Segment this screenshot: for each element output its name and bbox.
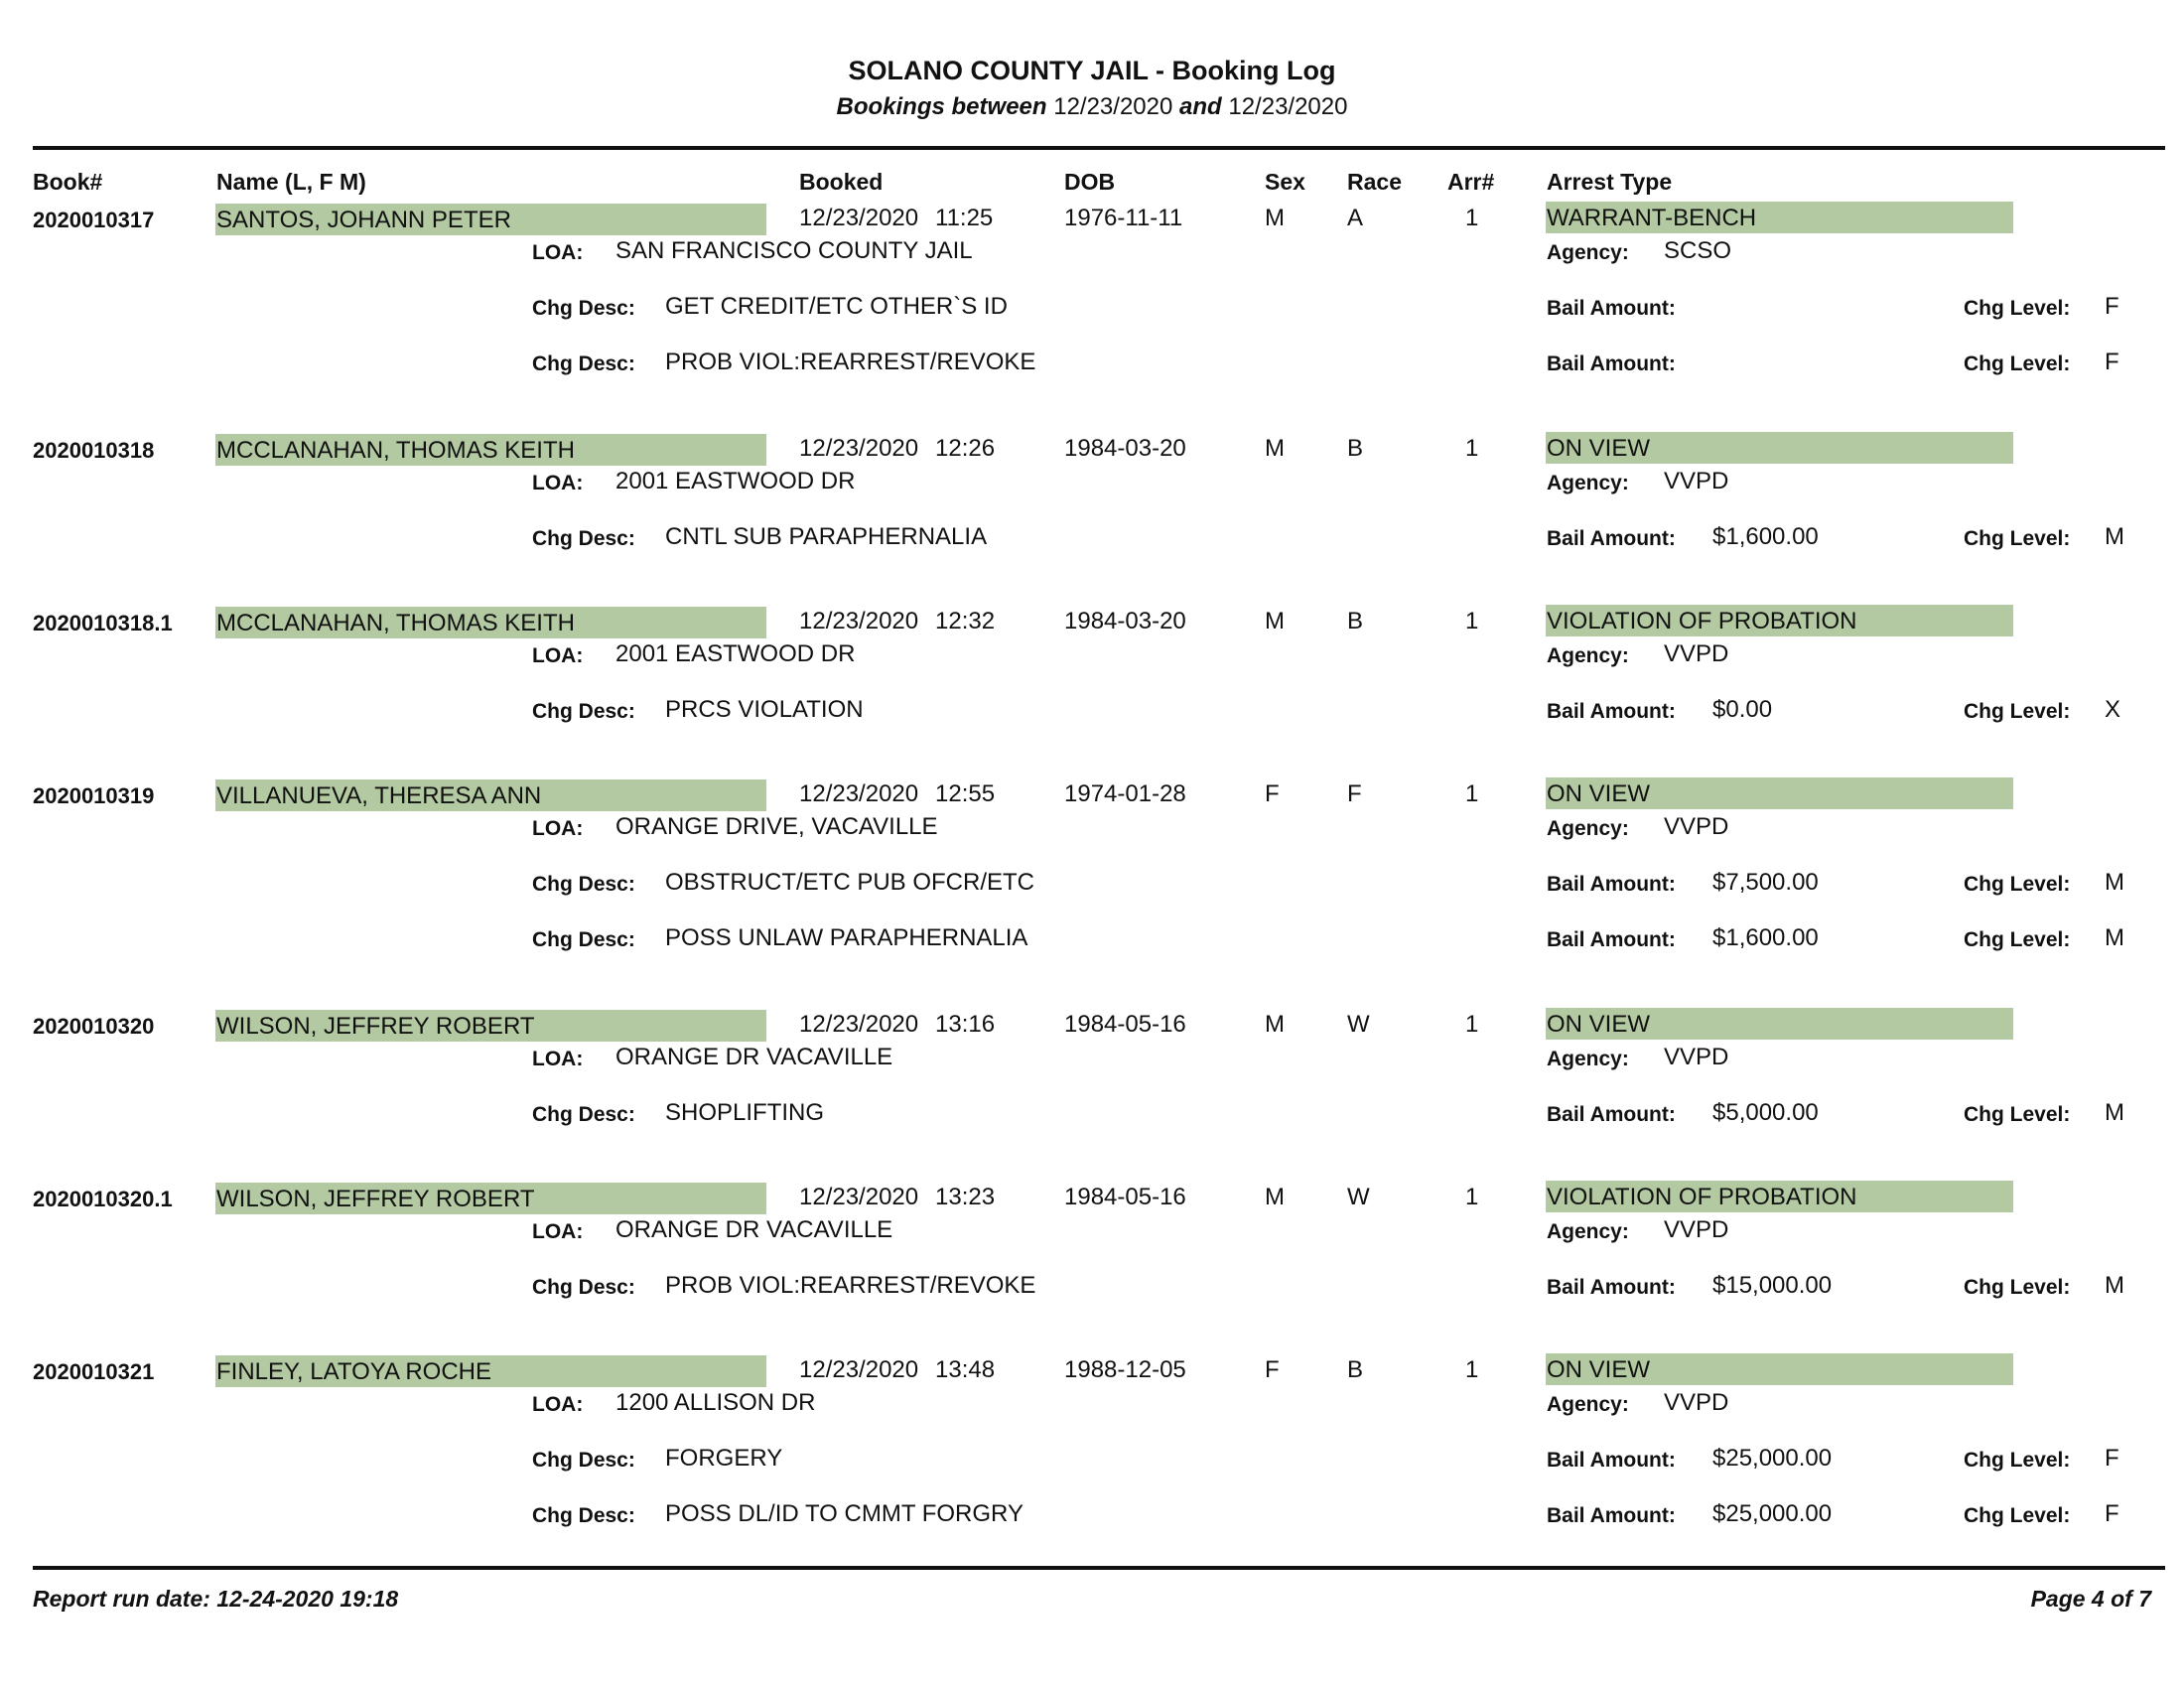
agency-label: Agency: [1547,1048,1629,1070]
column-header-dob: DOB [1064,169,1116,195]
charge-description: CNTL SUB PARAPHERNALIA [665,523,988,550]
sex: F [1265,1356,1280,1383]
arrest-count: 1 [1465,1011,1479,1038]
arrest-type: VIOLATION OF PROBATION [1547,1184,1857,1210]
bail-amount-label: Bail Amount: [1547,527,1676,550]
charge-description: POSS DL/ID TO CMMT FORGRY [665,1500,1024,1527]
charge-description: PRCS VIOLATION [665,696,864,723]
booking-record [0,779,2184,958]
agency-label: Agency: [1547,1393,1629,1416]
loa-value: ORANGE DR VACAVILLE [615,1044,893,1070]
agency-label: Agency: [1547,644,1629,667]
bail-amount: $1,600.00 [1712,924,1819,951]
arrest-count: 1 [1465,608,1479,634]
loa-value: ORANGE DRIVE, VACAVILLE [615,813,938,840]
loa-label: LOA: [532,1220,584,1243]
loa-value: 2001 EASTWOOD DR [615,640,856,667]
sex: M [1265,1184,1285,1210]
booking-record [0,1010,2184,1189]
sex: M [1265,1011,1285,1038]
chg-desc-label: Chg Desc: [532,1276,635,1299]
booking-record [0,204,2184,382]
book-number: 2020010317 [33,208,155,232]
sex: F [1265,780,1280,807]
report-subtitle [0,93,2184,121]
loa-label: LOA: [532,817,584,840]
bail-amount-label: Bail Amount: [1547,1449,1676,1472]
loa-label: LOA: [532,1393,584,1416]
agency-label: Agency: [1547,472,1629,494]
booking-record [0,1355,2184,1534]
charge-level: M [2105,924,2124,951]
sex: M [1265,205,1285,231]
arrest-type: VIOLATION OF PROBATION [1547,608,1857,634]
booked-time: 13:23 [935,1184,996,1210]
report-title: SOLANO COUNTY JAIL - Booking Log [848,56,1336,85]
book-number: 2020010319 [33,783,155,808]
bail-amount: $15,000.00 [1712,1272,1833,1299]
inmate-name: WILSON, JEFFREY ROBERT [216,1186,535,1212]
chg-level-label: Chg Level: [1964,928,2071,951]
booking-record [0,434,2184,613]
book-number: 2020010320 [33,1014,155,1039]
bail-amount: $7,500.00 [1712,869,1819,896]
booked-date: 12/23/2020 [799,608,919,634]
charge-description: PROB VIOL:REARREST/REVOKE [665,349,1036,375]
date-from: 12/23/2020 [1053,93,1173,120]
booked-date: 12/23/2020 [799,435,919,462]
sex: M [1265,608,1285,634]
loa-label: LOA: [532,472,584,494]
agency-value: VVPD [1664,468,1729,494]
date-to: 12/23/2020 [1228,93,1348,120]
booked-time: 13:16 [935,1011,996,1038]
booking-record [0,1183,2184,1361]
arrest-count: 1 [1465,205,1479,231]
charge-level: M [2105,869,2124,896]
booked-date: 12/23/2020 [799,1356,919,1383]
agency-label: Agency: [1547,817,1629,840]
agency-value: VVPD [1664,813,1729,840]
column-header-book: Book# [33,169,103,195]
charge-level: M [2105,523,2124,550]
arrest-type: WARRANT-BENCH [1547,205,1757,231]
charge-description: OBSTRUCT/ETC PUB OFCR/ETC [665,869,1035,896]
charge-description: FORGERY [665,1445,783,1472]
booked-date: 12/23/2020 [799,780,919,807]
dob: 1984-03-20 [1064,435,1186,462]
inmate-name: MCCLANAHAN, THOMAS KEITH [216,437,575,464]
dob: 1976-11-11 [1064,205,1183,231]
page-number: Page 4 of 7 [2030,1586,2151,1612]
book-number: 2020010321 [33,1359,155,1384]
race: B [1347,1356,1364,1383]
column-header-sex: Sex [1265,169,1305,195]
inmate-name: SANTOS, JOHANN PETER [216,207,511,233]
race: B [1347,608,1364,634]
dob: 1984-05-16 [1064,1184,1186,1210]
loa-label: LOA: [532,1048,584,1070]
bail-amount: $0.00 [1712,696,1773,723]
bail-amount: $5,000.00 [1712,1099,1819,1126]
charge-level: M [2105,1099,2124,1126]
dob: 1974-01-28 [1064,780,1186,807]
race: A [1347,205,1364,231]
chg-desc-label: Chg Desc: [532,352,635,375]
chg-level-label: Chg Level: [1964,297,2071,320]
agency-label: Agency: [1547,241,1629,264]
charge-level: F [2105,1445,2119,1472]
chg-desc-label: Chg Desc: [532,1103,635,1126]
header-rule [33,146,2165,150]
booked-date: 12/23/2020 [799,205,919,231]
bail-amount-label: Bail Amount: [1547,700,1676,723]
subtitle-and: and [1179,93,1222,120]
chg-level-label: Chg Level: [1964,873,2071,896]
arrest-type: ON VIEW [1547,1356,1651,1383]
column-header-booked: Booked [799,169,884,195]
arrest-count: 1 [1465,780,1479,807]
chg-desc-label: Chg Desc: [532,527,635,550]
chg-desc-label: Chg Desc: [532,1504,635,1527]
booked-time: 12:26 [935,435,996,462]
charge-description: POSS UNLAW PARAPHERNALIA [665,924,1028,951]
agency-value: VVPD [1664,640,1729,667]
sex: M [1265,435,1285,462]
charge-description: PROB VIOL:REARREST/REVOKE [665,1272,1036,1299]
bail-amount-label: Bail Amount: [1547,352,1676,375]
charge-level: F [2105,349,2119,375]
bail-amount-label: Bail Amount: [1547,928,1676,951]
bail-amount: $1,600.00 [1712,523,1819,550]
arrest-count: 1 [1465,1356,1479,1383]
book-number: 2020010318.1 [33,611,173,635]
booking-record [0,607,2184,785]
arrest-type: ON VIEW [1547,780,1651,807]
subtitle-prefix: Bookings between [836,93,1047,120]
race: B [1347,435,1364,462]
column-header-name: Name (L, F M) [216,169,366,195]
charge-level: F [2105,293,2119,320]
chg-level-label: Chg Level: [1964,700,2071,723]
arrest-count: 1 [1465,1184,1479,1210]
chg-level-label: Chg Level: [1964,1103,2071,1126]
loa-label: LOA: [532,241,584,264]
column-header-arr: Arr# [1447,169,1495,195]
agency-value: VVPD [1664,1216,1729,1243]
charge-description: SHOPLIFTING [665,1099,825,1126]
agency-value: VVPD [1664,1389,1729,1416]
loa-value: 2001 EASTWOOD DR [615,468,856,494]
bail-amount: $25,000.00 [1712,1500,1833,1527]
chg-level-label: Chg Level: [1964,1276,2071,1299]
chg-desc-label: Chg Desc: [532,297,635,320]
race: F [1347,780,1362,807]
dob: 1984-03-20 [1064,608,1186,634]
booked-time: 13:48 [935,1356,996,1383]
inmate-name: MCCLANAHAN, THOMAS KEITH [216,610,575,636]
race: W [1347,1184,1370,1210]
chg-level-label: Chg Level: [1964,1504,2071,1527]
book-number: 2020010318 [33,438,155,463]
charge-description: GET CREDIT/ETC OTHER`S ID [665,293,1008,320]
column-header-arrest-type: Arrest Type [1547,169,1673,195]
charge-level: M [2105,1272,2124,1299]
chg-level-label: Chg Level: [1964,1449,2071,1472]
loa-value: ORANGE DR VACAVILLE [615,1216,893,1243]
bail-amount-label: Bail Amount: [1547,1103,1676,1126]
booked-time: 12:55 [935,780,996,807]
bail-amount: $25,000.00 [1712,1445,1833,1472]
book-number: 2020010320.1 [33,1187,173,1211]
bail-amount-label: Bail Amount: [1547,1504,1676,1527]
booked-time: 12:32 [935,608,996,634]
booked-date: 12/23/2020 [799,1184,919,1210]
agency-value: VVPD [1664,1044,1729,1070]
bail-amount-label: Bail Amount: [1547,873,1676,896]
loa-label: LOA: [532,644,584,667]
agency-value: SCSO [1664,237,1732,264]
dob: 1984-05-16 [1064,1011,1186,1038]
chg-desc-label: Chg Desc: [532,1449,635,1472]
arrest-count: 1 [1465,435,1479,462]
chg-desc-label: Chg Desc: [532,928,635,951]
column-header-race: Race [1347,169,1402,195]
dob: 1988-12-05 [1064,1356,1186,1383]
bail-amount-label: Bail Amount: [1547,297,1676,320]
chg-desc-label: Chg Desc: [532,700,635,723]
inmate-name: WILSON, JEFFREY ROBERT [216,1013,535,1040]
race: W [1347,1011,1370,1038]
chg-desc-label: Chg Desc: [532,873,635,896]
loa-value: 1200 ALLISON DR [615,1389,816,1416]
chg-level-label: Chg Level: [1964,527,2071,550]
booked-date: 12/23/2020 [799,1011,919,1038]
charge-level: F [2105,1500,2119,1527]
inmate-name: FINLEY, LATOYA ROCHE [216,1358,491,1385]
agency-label: Agency: [1547,1220,1629,1243]
report-run-date: Report run date: 12-24-2020 19:18 [33,1586,399,1612]
bail-amount-label: Bail Amount: [1547,1276,1676,1299]
arrest-type: ON VIEW [1547,435,1651,462]
loa-value: SAN FRANCISCO COUNTY JAIL [615,237,973,264]
inmate-name: VILLANUEVA, THERESA ANN [216,782,542,809]
booked-time: 11:25 [935,205,994,231]
chg-level-label: Chg Level: [1964,352,2071,375]
footer-rule [33,1566,2165,1570]
charge-level: X [2105,696,2121,723]
arrest-type: ON VIEW [1547,1011,1651,1038]
